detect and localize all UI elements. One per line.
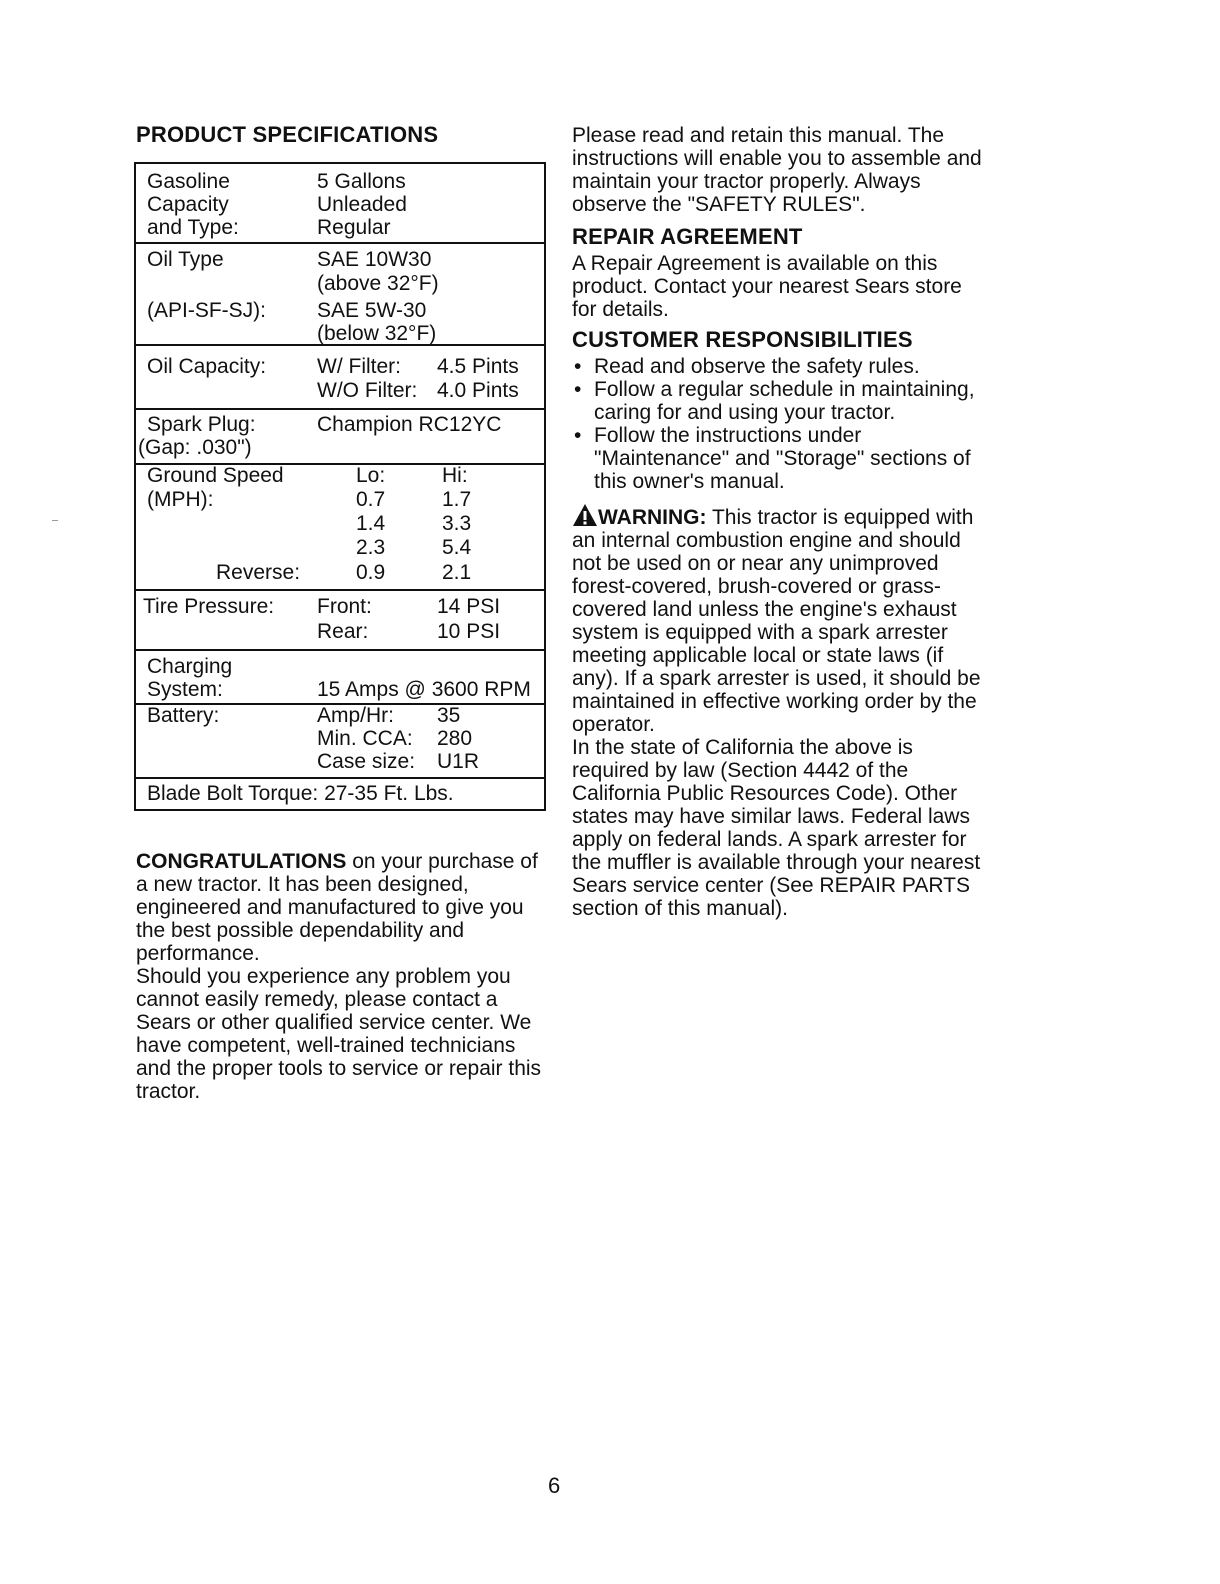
oil-type-api-label: (API-SF-SJ):	[147, 299, 266, 322]
service-paragraph: Should you experience any problem you cannot easily remedy, please contact a Sears or other qualified service center. We have competent, well-trained technicians and the proper tools to service or repair this tractor.	[136, 965, 542, 1103]
margin-mark	[52, 520, 58, 521]
congratulations-text: on your purchase of a new tractor. It has been designed, engineered and manufactured to give you the best possible dependability and performance.	[136, 850, 538, 965]
ground-speed-reverse-hi: 2.1	[442, 561, 472, 584]
ground-speed-hi-1: 1.7	[442, 488, 472, 511]
battery-case-value: U1R	[437, 750, 480, 773]
charging-value: 15 Amps @ 3600 RPM	[317, 678, 531, 701]
ground-speed-lo-header: Lo:	[356, 464, 386, 487]
oil-capacity-nofilter-label: W/O Filter:	[317, 379, 418, 402]
warning-label: WARNING:	[598, 506, 707, 529]
ground-speed-hi-3: 5.4	[442, 536, 472, 559]
spec-row-battery	[136, 703, 544, 779]
gasoline-label-3: and Type:	[147, 216, 239, 239]
customer-responsibilities-heading: CUSTOMER RESPONSIBILITIES	[572, 327, 913, 352]
oil-capacity-label: Oil Capacity:	[147, 355, 267, 378]
oil-type-value-4: (below 32°F)	[317, 322, 437, 345]
list-item: • Follow the instructions under "Maintenance" and "Storage" sections of this owner's manual.	[572, 424, 992, 493]
charging-label-1: Charging	[147, 655, 233, 678]
right-column	[572, 124, 992, 920]
page-number: 6	[548, 1473, 561, 1498]
spark-plug-label: Spark Plug:	[147, 413, 256, 436]
list-item: • Follow a regular schedule in maintaining, caring for and using your tractor.	[572, 378, 992, 424]
spec-row-spark-plug	[136, 408, 544, 465]
warning-text: This tractor is equipped with an internal combustion engine and should not be used on or near any unimproved forest-covered, brush-covered or grass-covered land unless the engine's exhaust system is equipped with a spark arrester meeting applicable local or state laws (if any). If a spark arrester is used, it should be maintained in effective working order by the operator.	[572, 506, 981, 736]
ground-speed-lo-2: 1.4	[356, 512, 386, 535]
gasoline-label-2: Capacity	[147, 193, 229, 216]
ground-speed-lo-1: 0.7	[356, 488, 386, 511]
oil-capacity-filter-label: W/ Filter:	[317, 355, 401, 378]
repair-agreement-text: A Repair Agreement is available on this product. Contact your nearest Sears store for details.	[572, 252, 962, 321]
intro-paragraph: Please read and retain this manual. The instructions will enable you to assemble and maintain your tractor properly. Always observe the "SAFETY RULES".	[572, 124, 982, 216]
ground-speed-hi-header: Hi:	[442, 464, 468, 487]
responsibilities-list	[572, 355, 992, 493]
battery-amphr-label: Amp/Hr:	[317, 704, 395, 727]
blade-bolt-torque: Blade Bolt Torque: 27-35 Ft. Lbs.	[147, 782, 454, 805]
battery-label: Battery:	[147, 704, 220, 727]
oil-type-value-2: (above 32°F)	[317, 272, 439, 295]
gasoline-value-1: 5 Gallons	[317, 170, 406, 193]
congratulations-lead: CONGRATULATIONS	[136, 850, 347, 873]
spark-plug-value: Champion RC12YC	[317, 413, 502, 436]
oil-type-label: Oil Type	[147, 248, 224, 271]
ground-speed-hi-2: 3.3	[442, 512, 472, 535]
tire-front-label: Front:	[317, 595, 372, 618]
spec-row-tire-pressure	[136, 589, 544, 651]
spark-plug-gap: (Gap: .030")	[138, 436, 252, 459]
battery-cca-label: Min. CCA:	[317, 727, 413, 750]
gasoline-label-1: Gasoline	[147, 170, 230, 193]
spec-row-oil-type	[136, 242, 544, 346]
ground-speed-reverse-label: Reverse:	[216, 561, 301, 584]
list-item: • Read and observe the safety rules.	[572, 355, 992, 378]
battery-amphr-value: 35	[437, 704, 461, 727]
oil-type-value-1: SAE 10W30	[317, 248, 432, 271]
tire-pressure-label: Tire Pressure:	[143, 595, 275, 618]
spec-row-blade-bolt	[136, 777, 544, 809]
oil-type-value-3: SAE 5W-30	[317, 299, 427, 322]
battery-cca-value: 280	[437, 727, 473, 750]
ground-speed-lo-3: 2.3	[356, 536, 386, 559]
congratulations-paragraph	[136, 850, 546, 965]
spec-row-gasoline	[136, 164, 544, 244]
california-paragraph: In the state of California the above is required by law (Section 4442 of the California Public Resources Code). Other states may have similar laws. Federal laws apply on federal lands. A spark arrester for the muffler is available through your nearest Sears service center (See REPAIR PARTS section of this manual).	[572, 736, 981, 920]
tire-rear-label: Rear:	[317, 620, 369, 643]
gasoline-value-3: Regular	[317, 216, 391, 239]
spec-row-charging	[136, 649, 544, 705]
spec-table	[134, 162, 546, 811]
gasoline-value-2: Unleaded	[317, 193, 407, 216]
spec-row-oil-capacity	[136, 344, 544, 410]
ground-speed-reverse-lo: 0.9	[356, 561, 386, 584]
congratulations-section	[136, 850, 546, 1103]
battery-case-label: Case size:	[317, 750, 416, 773]
warning-paragraph	[572, 503, 992, 736]
spec-row-ground-speed	[136, 463, 544, 591]
tire-rear-value: 10 PSI	[437, 620, 501, 643]
ground-speed-label: Ground Speed	[147, 464, 284, 487]
spec-title: PRODUCT SPECIFICATIONS	[136, 122, 439, 147]
tire-front-value: 14 PSI	[437, 595, 501, 618]
warning-triangle-icon	[572, 503, 598, 527]
oil-capacity-nofilter-value: 4.0 Pints	[437, 379, 519, 402]
ground-speed-mph: (MPH):	[147, 488, 214, 511]
oil-capacity-filter-value: 4.5 Pints	[437, 355, 519, 378]
repair-agreement-heading: REPAIR AGREEMENT	[572, 224, 803, 249]
charging-label-2: System:	[147, 678, 223, 701]
